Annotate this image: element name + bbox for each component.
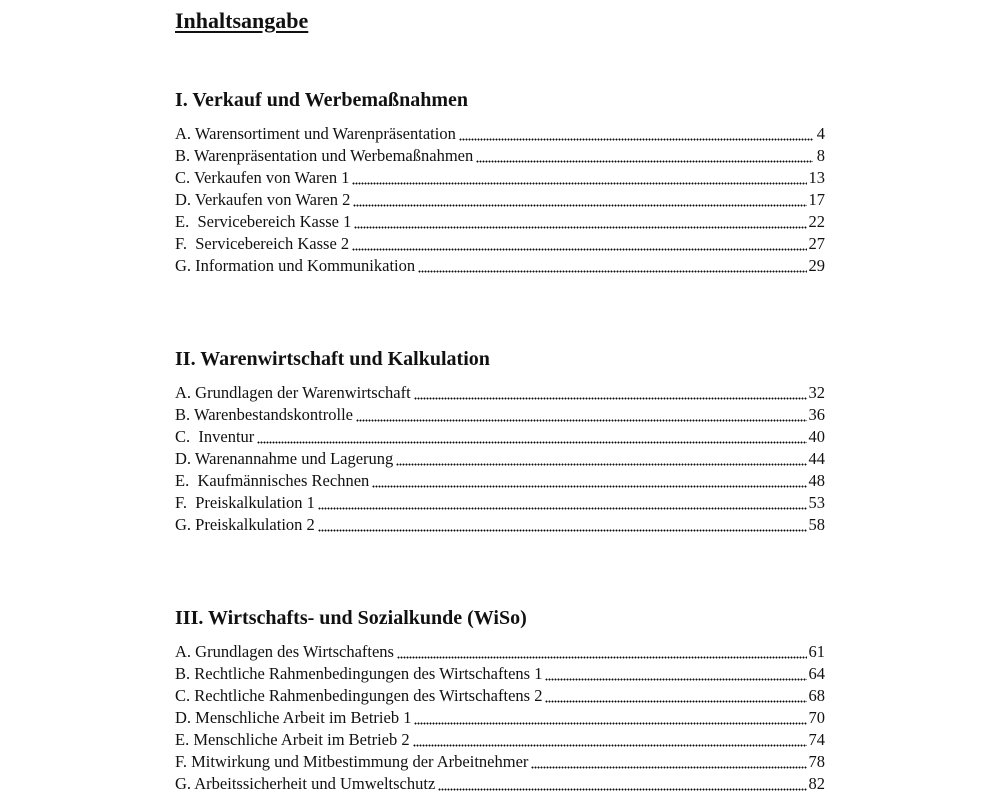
toc-page-number: 27: [808, 234, 825, 253]
dot-leader: [352, 248, 806, 251]
toc-page-number: 70: [808, 708, 825, 727]
toc-section-3: [175, 603, 825, 793]
toc-entry-title: C. Inventur: [175, 427, 255, 446]
toc-entry-title: D. Warenannahme und Lagerung: [175, 449, 394, 468]
toc-entry-title: G. Information und Kommunikation: [175, 256, 416, 275]
toc-entry[interactable]: [175, 145, 825, 167]
toc-entry-title: E. Menschliche Arbeit im Betrieb 2: [175, 730, 410, 749]
toc-entry[interactable]: [175, 167, 825, 189]
toc-entry[interactable]: [175, 382, 825, 404]
toc-entry-title: F. Servicebereich Kasse 2: [175, 234, 350, 253]
toc-entry-title: C. Rechtliche Rahmenbedingungen des Wirtschaftens 2: [175, 686, 543, 705]
toc-page-number: 44: [808, 449, 825, 468]
dot-leader: [414, 722, 806, 725]
toc-page-number: 74: [808, 730, 825, 749]
dot-leader: [531, 766, 806, 769]
toc-entry[interactable]: [175, 707, 825, 729]
dot-leader: [413, 744, 807, 747]
toc-page-number: 17: [808, 190, 825, 209]
toc-entry-title: A. Warensortiment und Warenpräsentation: [175, 124, 456, 143]
dot-leader: [414, 397, 807, 400]
toc-entry[interactable]: [175, 426, 825, 448]
dot-leader: [354, 226, 806, 229]
dot-leader: [318, 529, 807, 532]
dot-leader: [459, 138, 813, 141]
toc-entry-title: E. Kaufmännisches Rechnen: [175, 471, 370, 490]
section-heading: I. Verkauf und Werbemaßnahmen: [175, 89, 469, 111]
dot-leader: [257, 441, 806, 444]
toc-page-number: 48: [808, 471, 825, 490]
toc-page-number: 82: [808, 774, 825, 793]
toc-entry[interactable]: [175, 729, 825, 751]
toc-entry-title: D. Verkaufen von Waren 2: [175, 190, 351, 209]
toc-entry-title: B. Rechtliche Rahmenbedingungen des Wirtschaftens 1: [175, 664, 543, 683]
toc-page-number: 40: [808, 427, 825, 446]
toc-entry[interactable]: [175, 641, 825, 663]
toc-entry-title: E. Servicebereich Kasse 1: [175, 212, 352, 231]
toc-entry[interactable]: [175, 663, 825, 685]
toc-entry-title: B. Warenpräsentation und Werbemaßnahmen: [175, 146, 474, 165]
section-heading: III. Wirtschafts- und Sozialkunde (WiSo): [175, 607, 527, 629]
toc-entry-title: D. Menschliche Arbeit im Betrieb 1: [175, 708, 412, 727]
toc-entry[interactable]: [175, 470, 825, 492]
document-title: Inhaltsangabe: [175, 8, 309, 33]
toc-page-number: 29: [808, 256, 825, 275]
toc-page-number: 22: [808, 212, 825, 231]
toc-entry[interactable]: [175, 685, 825, 707]
toc-entry-title: F. Preiskalkulation 1: [175, 493, 315, 512]
toc-page-number: 68: [808, 686, 825, 705]
toc-list: [175, 641, 825, 795]
dot-leader: [356, 419, 807, 422]
dot-leader: [545, 700, 806, 703]
dot-leader: [438, 788, 806, 791]
toc-page-number: 53: [808, 493, 825, 512]
dot-leader: [397, 656, 807, 659]
toc-entry[interactable]: [175, 123, 825, 145]
toc-entry[interactable]: [175, 404, 825, 426]
dot-leader: [476, 160, 813, 163]
toc-entry[interactable]: [175, 255, 825, 277]
toc-entry-title: B. Warenbestandskontrolle: [175, 405, 353, 424]
toc-section-2: [175, 344, 825, 534]
section-heading: II. Warenwirtschaft und Kalkulation: [175, 348, 490, 370]
toc-entry-title: G. Preiskalkulation 2: [175, 515, 315, 534]
toc-entry[interactable]: [175, 751, 825, 773]
toc-section-1: [175, 85, 825, 275]
toc-entry[interactable]: [175, 773, 825, 795]
toc-entry[interactable]: [175, 448, 825, 470]
dot-leader: [352, 182, 806, 185]
toc-page-number: 78: [808, 752, 825, 771]
toc-entry-title: G. Arbeitssicherheit und Umweltschutz: [175, 774, 436, 793]
dot-leader: [545, 678, 806, 681]
dot-leader: [396, 463, 806, 466]
toc-page-number: 61: [808, 642, 825, 661]
toc-entry[interactable]: [175, 211, 825, 233]
toc-list: [175, 123, 825, 277]
toc-page-number: 8: [816, 146, 825, 165]
toc-entry[interactable]: [175, 514, 825, 536]
toc-page-number: 58: [808, 515, 825, 534]
toc-list: [175, 382, 825, 536]
dot-leader: [372, 485, 806, 488]
toc-entry[interactable]: [175, 492, 825, 514]
toc-entry-title: A. Grundlagen des Wirtschaftens: [175, 642, 394, 661]
toc-entry[interactable]: [175, 189, 825, 211]
toc-page-number: 64: [808, 664, 825, 683]
toc-page-number: 32: [808, 383, 825, 402]
dot-leader: [353, 204, 806, 207]
toc-page-number: 4: [816, 124, 825, 143]
toc-entry-title: A. Grundlagen der Warenwirtschaft: [175, 383, 411, 402]
dot-leader: [418, 270, 806, 273]
toc-entry-title: F. Mitwirkung und Mitbestimmung der Arbeitnehmer: [175, 752, 529, 771]
toc-page-number: 13: [808, 168, 825, 187]
dot-leader: [318, 507, 807, 510]
toc-page-number: 36: [808, 405, 825, 424]
toc-entry-title: C. Verkaufen von Waren 1: [175, 168, 350, 187]
toc-entry[interactable]: [175, 233, 825, 255]
